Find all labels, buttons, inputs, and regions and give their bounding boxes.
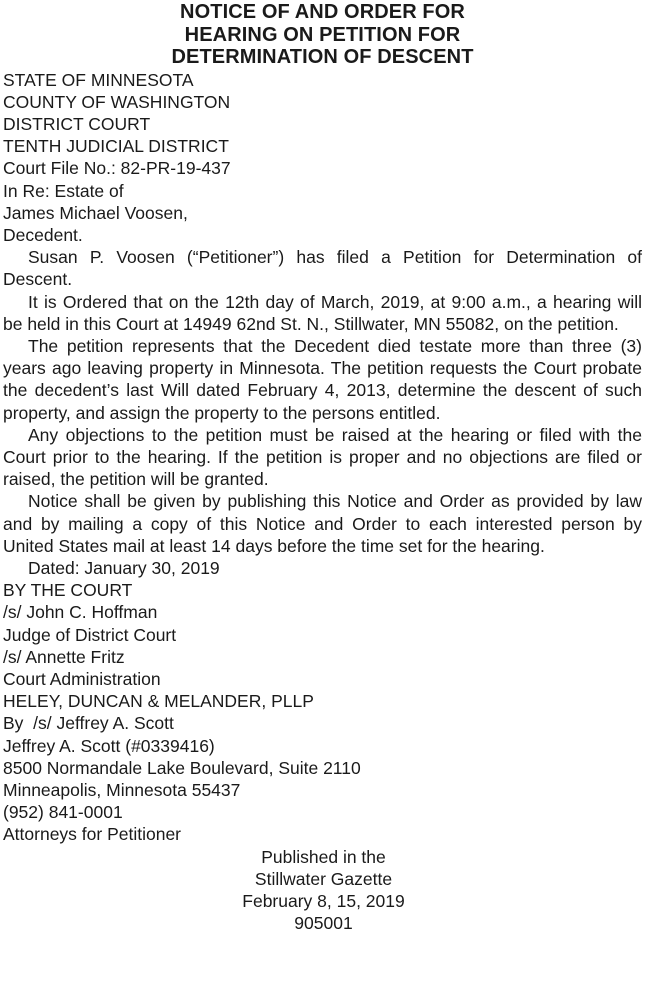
caption-district: TENTH JUDICIAL DISTRICT	[3, 136, 229, 157]
administrator-signature: /s/ Annette Fritz	[3, 646, 125, 667]
caption-in-re: In Re: Estate of	[3, 180, 124, 201]
decedent-label: Decedent.	[3, 224, 83, 245]
caption-county: COUNTY OF WASHINGTON	[3, 91, 231, 112]
publication-info	[3, 846, 642, 935]
judge-signature: /s/ John C. Hoffman	[3, 602, 158, 623]
court-signature-block	[3, 557, 642, 690]
attorney-role: Attorneys for Petitioner	[3, 824, 181, 845]
title-line-1: NOTICE OF AND ORDER FOR	[180, 1, 465, 23]
title-line-3: DETERMINATION OF DESCENT	[171, 46, 474, 68]
attorney-address-line-1: 8500 Normandale Lake Boulevard, Suite 2110	[3, 757, 361, 778]
title-line-2: HEARING ON PETITION FOR	[184, 23, 461, 46]
attorney-name: Jeffrey A. Scott (#0339416)	[3, 735, 215, 756]
caption-state: STATE OF MINNESOTA	[3, 69, 194, 90]
paragraph-hearing-order: It is Ordered that on the 12th day of March, 2019, at 9:00 a.m., a hearing will be held in this Court at 14949 62nd St. N., Stillwater, MN 55082, on the petition.	[3, 291, 642, 334]
paragraph-objections: Any objections to the petition must be raised at the hearing or filed with the Court prior to the hearing. If the petition is proper and no objections are filed or raised, the petition will be granted.	[3, 424, 642, 490]
published-in: Published in the	[261, 846, 386, 867]
notice-title	[3, 0, 642, 69]
dated-line: Dated: January 30, 2019	[28, 557, 220, 578]
administrator-title: Court Administration	[3, 668, 161, 689]
publication-number: 905001	[294, 913, 353, 934]
decedent-name: James Michael Voosen,	[3, 202, 188, 223]
by-the-court: BY THE COURT	[3, 580, 133, 601]
publication-dates: February 8, 15, 2019	[242, 891, 405, 912]
paragraph-notice-given: Notice shall be given by publishing this Notice and Order as provided by law and by mailing a copy of this Notice and Order to each interested person by United States mail at least 14 days before the time set for the hearing.	[3, 491, 642, 556]
attorney-block	[3, 690, 642, 845]
attorney-signature: By /s/ Jeffrey A. Scott	[3, 713, 174, 734]
newspaper-name: Stillwater Gazette	[254, 868, 393, 889]
attorney-phone: (952) 841-0001	[3, 802, 123, 823]
case-caption	[3, 69, 642, 247]
paragraph-petition-filed: Susan P. Voosen (“Petitioner”) has filed a Petition for Determination of Descent.	[3, 247, 642, 290]
caption-court: DISTRICT COURT	[3, 113, 151, 134]
court-file-number: Court File No.: 82-PR-19-437	[3, 158, 231, 179]
law-firm-name: HELEY, DUNCAN & MELANDER, PLLP	[3, 691, 314, 712]
notice-body	[3, 246, 642, 557]
paragraph-petition-represents: The petition represents that the Decedent died testate more than three (3) years ago leaving property in Minnesota. The petition requests the Court probate the decedent’s last Will dated February 4, 2013, determine the descent of such property, and assign the property to the persons entitled.	[3, 335, 642, 423]
judge-title: Judge of District Court	[3, 624, 177, 645]
attorney-address-line-2: Minneapolis, Minnesota 55437	[3, 780, 241, 800]
